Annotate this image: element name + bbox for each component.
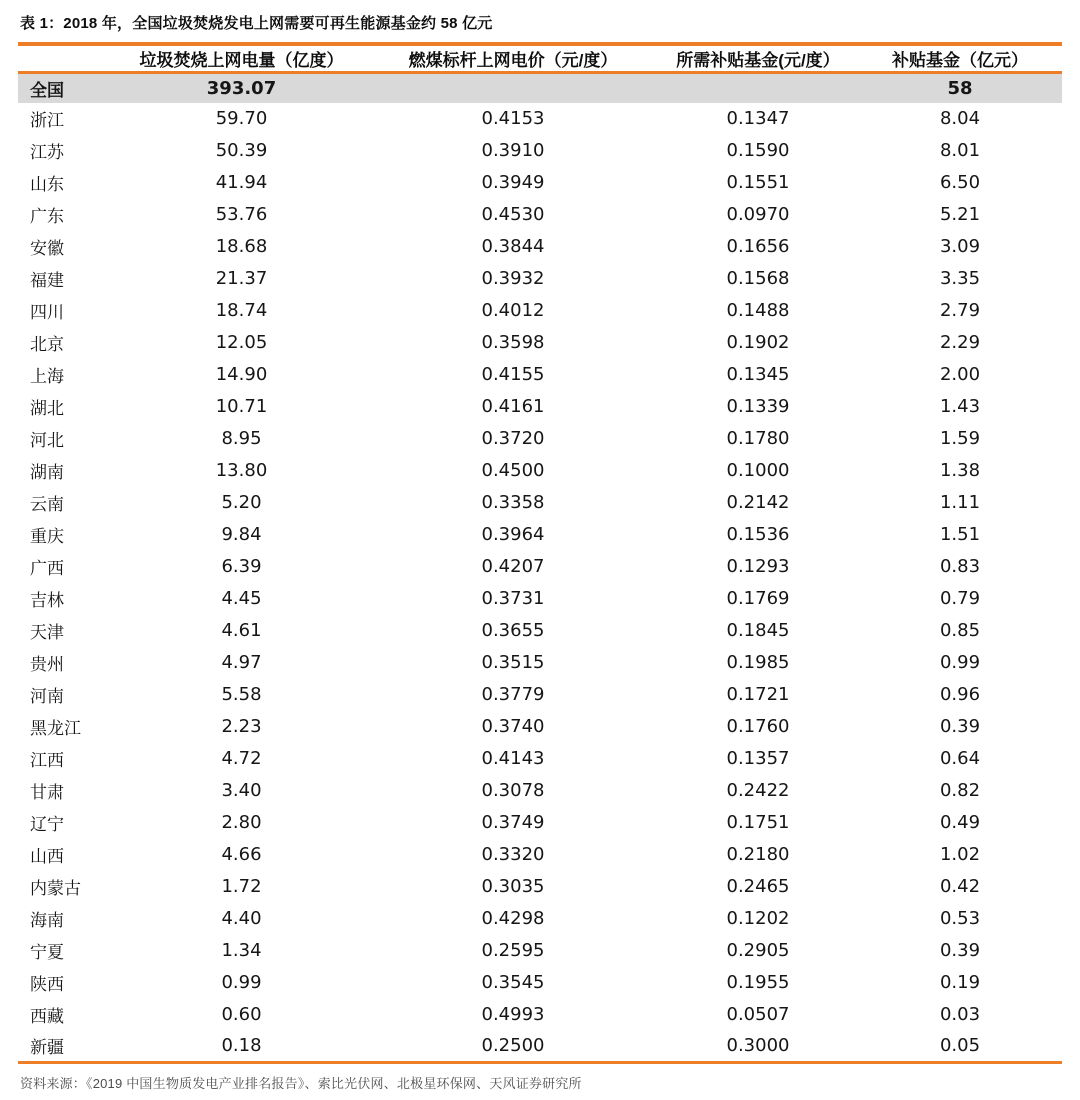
value-cell: 14.90 (215, 364, 268, 385)
region-cell: 天津 (30, 623, 64, 642)
region-cell: 辽宁 (30, 815, 64, 834)
table-row (18, 327, 1062, 359)
value-cell: 8.01 (939, 140, 981, 161)
value-cell: 4.66 (221, 844, 262, 865)
value-cell: 0.1551 (726, 172, 790, 193)
region-cell: 贵州 (30, 655, 64, 674)
table-row (18, 999, 1062, 1031)
value-cell: 0.3078 (481, 780, 545, 801)
value-cell: 1.38 (939, 460, 981, 481)
value-cell: 2.00 (939, 364, 981, 385)
value-cell: 0.79 (939, 588, 981, 609)
region-cell: 甘肃 (30, 783, 64, 802)
value-cell: 9.84 (221, 524, 262, 545)
table-row (18, 263, 1062, 295)
region-cell: 内蒙古 (30, 879, 81, 898)
value-cell: 0.19 (939, 972, 981, 993)
table-row (18, 103, 1062, 135)
value-cell: 0.3731 (481, 588, 545, 609)
value-cell: 5.20 (221, 492, 262, 513)
table-row (18, 935, 1062, 967)
value-cell: 41.94 (215, 172, 268, 193)
value-cell: 0.1955 (726, 972, 790, 993)
value-cell: 0.1721 (726, 684, 790, 705)
value-cell: 0.3779 (481, 684, 545, 705)
value-cell: 0.3949 (481, 172, 545, 193)
value-cell: 0.05 (939, 1035, 981, 1057)
table-row (18, 1031, 1062, 1063)
value-cell: 1.72 (221, 876, 262, 897)
table-row (18, 455, 1062, 487)
table-row (18, 167, 1062, 199)
value-cell: 4.45 (221, 588, 262, 609)
value-cell: 0.39 (939, 716, 981, 737)
value-cell: 2.29 (939, 332, 981, 353)
value-cell: 0.3740 (481, 716, 545, 737)
value-cell: 0.1536 (726, 524, 790, 545)
table-row (18, 775, 1062, 807)
value-cell: 0.99 (221, 972, 262, 993)
value-cell: 6.39 (221, 556, 262, 577)
value-cell: 8.04 (939, 108, 981, 129)
table-header (18, 44, 1062, 73)
region-cell: 陕西 (30, 975, 64, 994)
region-cell: 山西 (30, 847, 64, 866)
region-column-header (18, 44, 115, 73)
value-cell: 0.3035 (481, 876, 545, 897)
value-cell: 1.43 (939, 396, 981, 417)
value-cell: 0.1902 (726, 332, 790, 353)
region-cell: 四川 (30, 303, 64, 322)
value-cell: 0.2180 (726, 844, 790, 865)
value-cell: 0.1590 (726, 140, 790, 161)
value-cell: 0.4530 (481, 204, 545, 225)
data-table (18, 42, 1062, 1064)
value-cell: 0.3844 (481, 236, 545, 257)
value-cell: 0.1845 (726, 620, 790, 641)
value-cell: 53.76 (215, 204, 268, 225)
value-cell: 0.4153 (481, 108, 545, 129)
value-cell: 2.80 (221, 812, 262, 833)
value-cell: 0.0507 (726, 1004, 790, 1025)
value-cell: 0.1347 (726, 108, 790, 129)
value-cell: 0.2500 (481, 1035, 545, 1057)
region-cell: 湖南 (30, 463, 64, 482)
value-cell: 6.50 (939, 172, 981, 193)
value-cell: 1.51 (939, 524, 981, 545)
value-cell: 0.3000 (726, 1035, 790, 1057)
value-cell: 58 (947, 77, 973, 99)
table-row (18, 199, 1062, 231)
value-cell: 1.02 (939, 844, 981, 865)
value-cell: 0.1568 (726, 268, 790, 289)
value-cell: 0.99 (939, 652, 981, 673)
value-cell: 1.59 (939, 428, 981, 449)
value-cell: 12.05 (215, 332, 268, 353)
value-cell: 0.49 (939, 812, 981, 833)
value-cell: 8.95 (221, 428, 262, 449)
value-cell: 1.34 (221, 940, 262, 961)
value-cell: 0.4143 (481, 748, 545, 769)
value-cell: 59.70 (215, 108, 268, 129)
value-cell: 393.07 (206, 77, 277, 99)
value-cell: 0.2905 (726, 940, 790, 961)
value-cell: 0.3720 (481, 428, 545, 449)
value-cell: 0.1751 (726, 812, 790, 833)
region-cell: 上海 (30, 367, 64, 386)
value-cell: 4.40 (221, 908, 262, 929)
table-caption: 表 1：2018 年，全国垃圾焚烧发电上网需要可再生能源基金约 58 亿元 (20, 15, 493, 32)
table-row (18, 391, 1062, 423)
value-cell: 1.11 (939, 492, 981, 513)
table-body (18, 73, 1062, 1063)
region-cell: 海南 (30, 911, 64, 930)
value-cell: 0.64 (939, 748, 981, 769)
value-cell: 0.1760 (726, 716, 790, 737)
value-cell: 0.82 (939, 780, 981, 801)
value-cell: 0.4012 (481, 300, 545, 321)
table-row (18, 839, 1062, 871)
value-cell: 0.1202 (726, 908, 790, 929)
region-cell: 广西 (30, 559, 64, 578)
table-row (18, 135, 1062, 167)
column-header: 燃煤标杆上网电价（元/度） (408, 51, 618, 70)
region-cell: 河北 (30, 431, 64, 450)
value-cell: 0.1293 (726, 556, 790, 577)
table-row (18, 903, 1062, 935)
table-row (18, 647, 1062, 679)
value-cell: 0.4993 (481, 1004, 545, 1025)
region-cell: 江西 (30, 751, 64, 770)
table-row (18, 359, 1062, 391)
table-row (18, 743, 1062, 775)
value-cell: 0.1985 (726, 652, 790, 673)
value-cell: 0.03 (939, 1004, 981, 1025)
table-row (18, 295, 1062, 327)
value-cell: 0.85 (939, 620, 981, 641)
value-cell: 0.3964 (481, 524, 545, 545)
table-row (18, 231, 1062, 263)
value-cell: 0.4298 (481, 908, 545, 929)
value-cell: 0.96 (939, 684, 981, 705)
value-cell: 4.97 (221, 652, 262, 673)
region-cell: 吉林 (30, 591, 64, 610)
table-row (18, 871, 1062, 903)
value-cell: 18.74 (215, 300, 268, 321)
table-row (18, 807, 1062, 839)
table-row (18, 711, 1062, 743)
table-row (18, 967, 1062, 999)
region-cell: 云南 (30, 495, 64, 514)
value-cell: 4.61 (221, 620, 262, 641)
region-cell: 西藏 (30, 1007, 64, 1026)
column-header: 垃圾焚烧上网电量（亿度） (139, 51, 344, 70)
column-header: 所需补贴基金(元/度） (676, 51, 840, 70)
value-cell: 0.1769 (726, 588, 790, 609)
table-row (18, 679, 1062, 711)
source-note: 资料来源：《2019 中国生物质发电产业排名报告》、索比光伏网、北极星环保网、天风证券研究所 (20, 1076, 582, 1091)
region-cell: 黑龙江 (30, 719, 81, 738)
value-cell: 0.4161 (481, 396, 545, 417)
table-row (18, 519, 1062, 551)
value-cell: 18.68 (215, 236, 268, 257)
value-cell: 50.39 (215, 140, 268, 161)
value-cell: 0.53 (939, 908, 981, 929)
value-cell: 0.2465 (726, 876, 790, 897)
value-cell: 21.37 (215, 268, 268, 289)
table-row (18, 615, 1062, 647)
region-cell: 江苏 (30, 143, 64, 162)
value-cell: 2.79 (939, 300, 981, 321)
table-row (18, 487, 1062, 519)
region-cell: 全国 (30, 80, 64, 100)
value-cell: 0.3932 (481, 268, 545, 289)
value-cell (658, 73, 858, 103)
region-cell: 浙江 (30, 111, 64, 130)
region-cell: 河南 (30, 687, 64, 706)
region-cell: 宁夏 (30, 943, 64, 962)
region-cell: 北京 (30, 335, 64, 354)
value-cell: 0.4155 (481, 364, 545, 385)
value-cell: 0.1656 (726, 236, 790, 257)
value-cell: 0.3515 (481, 652, 545, 673)
value-cell: 10.71 (215, 396, 268, 417)
value-cell: 13.80 (215, 460, 268, 481)
value-cell (368, 73, 658, 103)
value-cell: 0.4207 (481, 556, 545, 577)
value-cell: 0.2422 (726, 780, 790, 801)
value-cell: 0.2595 (481, 940, 545, 961)
value-cell: 3.35 (939, 268, 981, 289)
summary-row-national (18, 73, 1062, 103)
value-cell: 0.1357 (726, 748, 790, 769)
value-cell: 0.3655 (481, 620, 545, 641)
region-cell: 重庆 (30, 527, 64, 546)
value-cell: 0.60 (221, 1004, 262, 1025)
value-cell: 0.3545 (481, 972, 545, 993)
header-row (18, 44, 1062, 73)
table-row (18, 423, 1062, 455)
value-cell: 0.18 (221, 1035, 262, 1057)
value-cell: 0.3749 (481, 812, 545, 833)
value-cell: 4.72 (221, 748, 262, 769)
table-row (18, 583, 1062, 615)
region-cell: 山东 (30, 175, 64, 194)
region-cell: 安徽 (30, 239, 64, 258)
region-cell: 湖北 (30, 399, 64, 418)
value-cell: 0.1000 (726, 460, 790, 481)
value-cell: 2.23 (221, 716, 262, 737)
value-cell: 0.3910 (481, 140, 545, 161)
value-cell: 0.0970 (726, 204, 790, 225)
value-cell: 0.3358 (481, 492, 545, 513)
region-cell: 福建 (30, 271, 64, 290)
table-row (18, 551, 1062, 583)
region-cell: 新疆 (30, 1038, 64, 1058)
value-cell: 0.3320 (481, 844, 545, 865)
region-cell: 广东 (30, 207, 64, 226)
value-cell: 5.21 (939, 204, 981, 225)
value-cell: 0.1488 (726, 300, 790, 321)
value-cell: 5.58 (221, 684, 262, 705)
value-cell: 3.09 (939, 236, 981, 257)
value-cell: 3.40 (221, 780, 262, 801)
value-cell: 0.39 (939, 940, 981, 961)
column-header: 补贴基金（亿元） (892, 51, 1028, 70)
value-cell: 0.4500 (481, 460, 545, 481)
value-cell: 0.1780 (726, 428, 790, 449)
value-cell: 0.3598 (481, 332, 545, 353)
value-cell: 0.1345 (726, 364, 790, 385)
value-cell: 0.1339 (726, 396, 790, 417)
value-cell: 0.83 (939, 556, 981, 577)
value-cell: 0.42 (939, 876, 981, 897)
value-cell: 0.2142 (726, 492, 790, 513)
